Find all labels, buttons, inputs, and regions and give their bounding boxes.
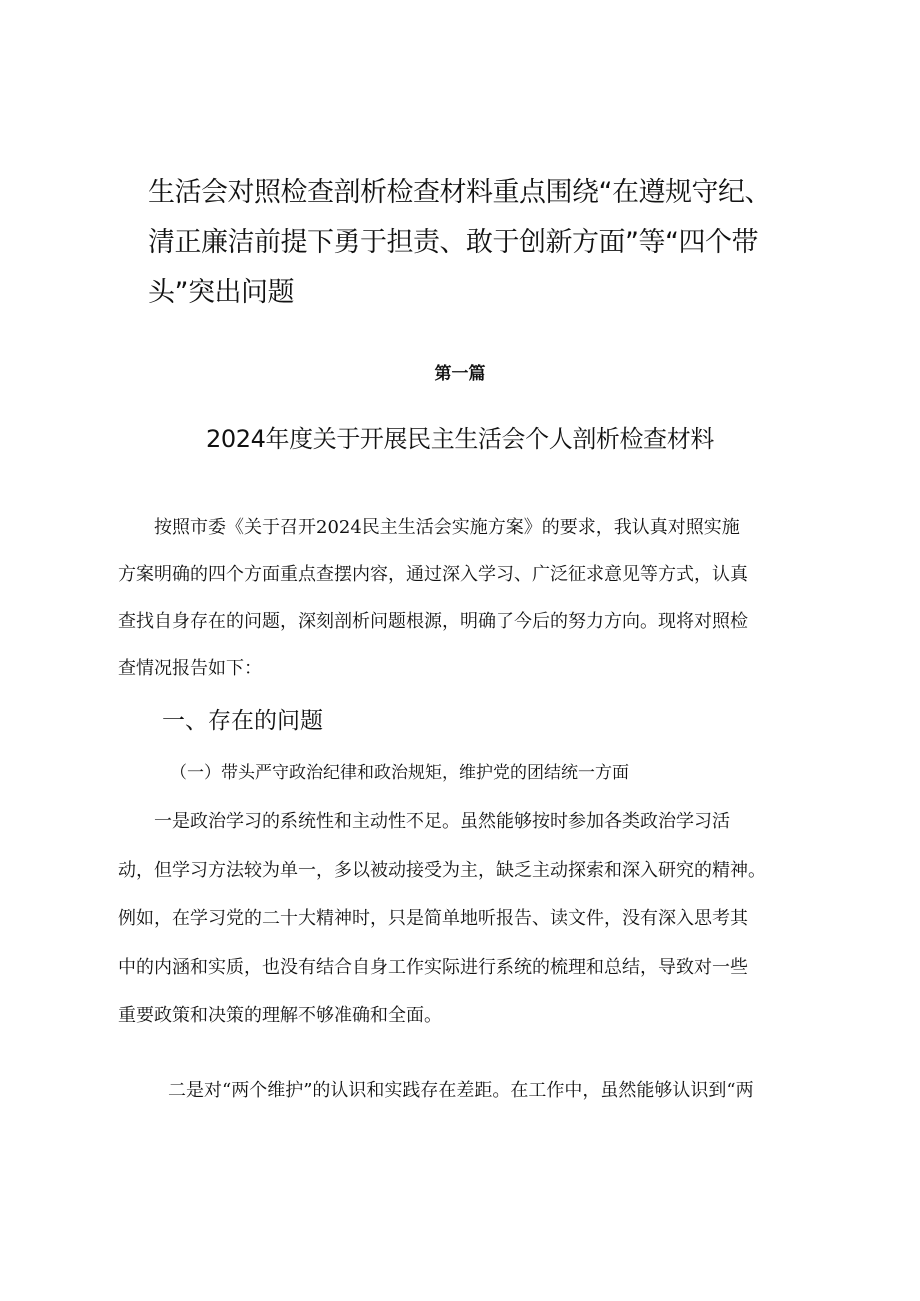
intro-line: 按照市委《关于召开2024民主生活会实施方案》的要求，我认真对照实施 bbox=[118, 517, 740, 538]
intro-line: 查情况报告如下： bbox=[118, 658, 262, 679]
intro-line: 查找自身存在的问题，深刻剖析问题根源，明确了今后的努力方向。现将对照检 bbox=[118, 611, 748, 632]
paragraph-line: 一是政治学习的系统性和主动性不足。虽然能够按时参加各类政治学习活 bbox=[118, 811, 730, 832]
title-line-3: 头”突出问题 bbox=[148, 277, 294, 308]
title-line-1: 生活会对照检查剖析检查材料重点围绕“在遵规守纪、 bbox=[148, 177, 771, 208]
intro-paragraph bbox=[118, 504, 748, 692]
paragraph-line: 中的内涵和实质，也没有结合自身工作实际进行系统的梳理和总结，导致对一些 bbox=[118, 956, 748, 978]
paragraph-line: 例如，在学习党的二十大精神时，只是简单地听报告、读文件，没有深入思考其 bbox=[118, 908, 748, 929]
paragraph-line: 动，但学习方法较为单一，多以被动接受为主，缺乏主动探索和深入研究的精神。 bbox=[118, 859, 766, 881]
intro-line: 方案明确的四个方面重点查摆内容，通过深入学习、广泛征求意见等方式，认真 bbox=[118, 564, 748, 585]
paragraph-political-study bbox=[118, 798, 766, 1041]
document-title bbox=[148, 168, 808, 318]
paragraph-line: 重要政策和决策的理解不够准确和全面。 bbox=[118, 1005, 442, 1026]
heading-existing-problems: 一、存在的问题 bbox=[162, 708, 323, 734]
subtitle: 2024年度关于开展民主生活会个人剖析检查材料 bbox=[206, 425, 714, 453]
title-line-2: 清正廉洁前提下勇于担责、敢于创新方面”等“四个带 bbox=[148, 227, 758, 258]
section-label: 第一篇 bbox=[434, 364, 486, 384]
paragraph-two-safeguards: 二是对“两个维护”的认识和实践存在差距。在工作中，虽然能够认识到“两 bbox=[168, 1080, 754, 1101]
subheading-political-discipline: （一）带头严守政治纪律和政治规矩，维护党的团结统一方面 bbox=[170, 763, 629, 783]
